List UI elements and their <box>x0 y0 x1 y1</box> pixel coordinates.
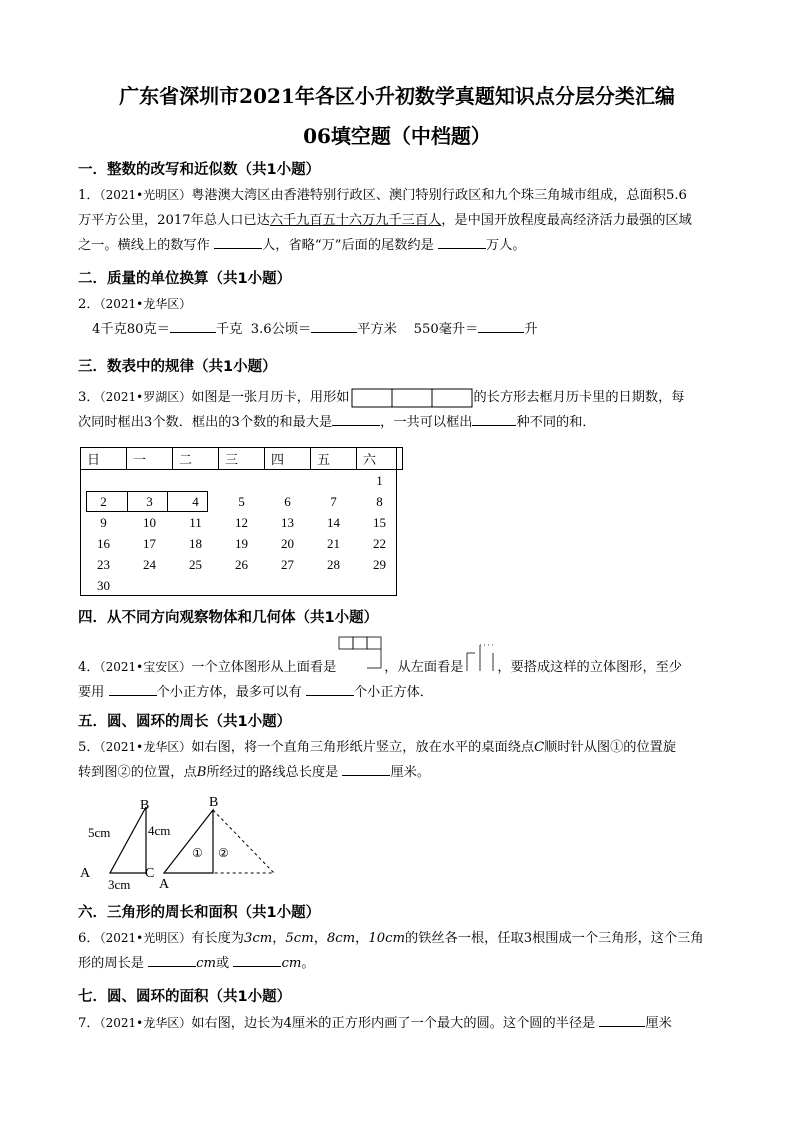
calendar-cell: 6 <box>284 493 291 509</box>
calendar-cell: 13 <box>281 514 294 530</box>
calendar-cell: 5 <box>238 493 245 509</box>
question-1 <box>78 183 720 258</box>
answer-blank[interactable] <box>233 952 281 967</box>
calendar-cell <box>311 470 357 492</box>
q6-line-2: 形的周长是 cm或 cm。 <box>78 951 720 976</box>
answer-blank[interactable] <box>332 411 380 426</box>
calendar-cell <box>265 575 311 596</box>
section-heading-6: 六．三角形的周长和面积（共1小题） <box>78 905 321 921</box>
q2-line-2: 4千克80克＝ 千克 3.6公顷＝ 平方米 550毫升＝ 升 <box>78 317 720 342</box>
calendar-cell: 14 <box>327 514 340 530</box>
calendar-cell: 10 <box>143 514 156 530</box>
page-subtitle: 06填空题（中档题） <box>303 124 491 148</box>
calendar-cell: 9 <box>100 514 107 530</box>
label-circle-1: ① <box>192 846 203 860</box>
calendar-row <box>81 575 403 596</box>
three-box-frame-icon <box>349 389 473 407</box>
q5-line-1: 5．（2021•龙华区）如右图，将一个直角三角形纸片竖立，放在水平的桌面绕点C顺时针从图①的位置旋 <box>78 740 677 755</box>
q2-line-1: 2．（2021•龙华区） <box>78 297 192 312</box>
calendar-cell: 4 <box>192 493 199 509</box>
calendar-cell: 12 <box>235 514 248 530</box>
calendar-cell: 24 <box>143 556 156 572</box>
calendar-cell: 26 <box>235 556 248 572</box>
calendar-cell: 3 <box>146 493 153 509</box>
calendar-header-cell: 日 <box>81 448 127 470</box>
label-A1: A <box>80 866 91 881</box>
calendar-header-cell: 三 <box>219 448 265 470</box>
calendar-cell <box>357 575 403 596</box>
answer-blank[interactable] <box>438 234 486 249</box>
calendar-row <box>81 554 403 575</box>
q1-line-3: 之一。横线上的数写作 人，省略“万”后面的尾数约是 万人。 <box>78 233 720 258</box>
calendar-header-cell: 五 <box>311 448 357 470</box>
calendar-cell: 11 <box>189 514 202 530</box>
q5-line-2: 转到图②的位置，点B所经过的路线总长度是 厘米。 <box>78 760 720 785</box>
label-B1: B <box>140 798 150 813</box>
question-4 <box>78 653 720 705</box>
label-C: C <box>145 866 155 881</box>
calendar-header-cell: 一 <box>127 448 173 470</box>
calendar-cell: 30 <box>97 577 110 593</box>
label-5cm: 5cm <box>88 825 111 840</box>
label-A2: A <box>159 877 170 892</box>
calendar-cell <box>219 470 265 492</box>
left-view-icon <box>463 653 497 671</box>
answer-blank[interactable] <box>306 681 354 696</box>
calendar-cell: 20 <box>281 535 294 551</box>
calendar-table <box>80 447 403 596</box>
answer-blank[interactable] <box>214 234 262 249</box>
calendar-header-cell: 六 <box>357 448 403 470</box>
label-3cm: 3cm <box>108 877 131 892</box>
calendar-cell: 7 <box>330 493 337 509</box>
calendar-cell: 1 <box>376 472 383 488</box>
answer-blank[interactable] <box>109 681 157 696</box>
q3-line-2: 次同时框出3个数．框出的3个数的和最大是 ，一共可以框出 种不同的和． <box>78 410 720 435</box>
calendar-row <box>81 533 403 554</box>
calendar-cell: 19 <box>235 535 248 551</box>
q1-underlined-number: 六千九百五十六万九千三百人 <box>269 213 442 228</box>
calendar-row <box>81 512 403 533</box>
calendar-header-row <box>81 448 403 470</box>
q6-line-1: 6．（2021•光明区）有长度为3cm，5cm，8cm，10cm的铁丝各一根，任取3根围成一个三角形，这个三角 <box>78 931 704 946</box>
calendar-cell: 25 <box>189 556 202 572</box>
section-heading-7: 七．圆、圆环的面积（共1小题） <box>78 989 292 1005</box>
calendar-cell: 28 <box>327 556 340 572</box>
q1-line-2: 万平方公里，2017年总人口已达六千九百五十六万九千三百人，是中国开放程度最高经济活力最强的区域 <box>78 213 692 228</box>
q7-line-1: 7．（2021•龙华区）如右图，边长为4厘米的正方形内画了一个最大的圆。这个圆的半径是 厘米 <box>78 1011 720 1036</box>
label-B2: B <box>209 795 219 810</box>
calendar-cell <box>173 575 219 596</box>
calendar-cell: 8 <box>376 493 383 509</box>
answer-blank[interactable] <box>472 411 516 426</box>
question-7 <box>78 1011 720 1036</box>
q3-line-1: 3．（2021•罗湖区）如图是一张月历卡，用形如 的长方形去框月历卡里的日期数，每 <box>78 390 685 405</box>
q1-line-1: 1．（2021•光明区）粤港澳大湾区由香港特别行政区、澳门特别行政区和九个珠三角城市组成，总面积5.6 <box>78 188 687 203</box>
answer-blank[interactable] <box>478 318 524 333</box>
section-heading-2: 二．质量的单位换算（共1小题） <box>78 271 292 287</box>
answer-blank[interactable] <box>342 761 390 776</box>
label-circle-2: ② <box>218 846 229 860</box>
question-3 <box>78 385 720 435</box>
section-heading-1: 一．整数的改写和近似数（共1小题） <box>78 162 321 178</box>
question-2 <box>78 292 720 342</box>
calendar-cell <box>173 470 219 492</box>
calendar-cell <box>127 470 173 492</box>
question-6 <box>78 926 720 976</box>
answer-blank[interactable] <box>148 952 196 967</box>
calendar-header-cell: 二 <box>173 448 219 470</box>
triangle-1 <box>110 807 146 873</box>
calendar-cell: 22 <box>373 535 386 551</box>
q4-line-1: 4．（2021•宝安区）一个立体图形从上面看是 ，从左面看是 ，要搭成这样的立体图形，至少 <box>78 653 720 680</box>
triangle-2 <box>164 810 274 873</box>
calendar-cell: 18 <box>189 535 202 551</box>
calendar-cell: 27 <box>281 556 294 572</box>
triangle-rotation-figure <box>78 795 298 895</box>
calendar-cell: 15 <box>373 514 386 530</box>
calendar-cell <box>219 575 265 596</box>
calendar-cell: 2 <box>100 493 107 509</box>
calendar-cell: 17 <box>143 535 156 551</box>
calendar-cell <box>127 575 173 596</box>
section-heading-3: 三．数表中的规律（共1小题） <box>78 359 277 375</box>
question-5 <box>78 735 720 785</box>
top-view-icon <box>336 653 384 671</box>
section-heading-4: 四．从不同方向观察物体和几何体（共1小题） <box>78 610 379 626</box>
label-4cm: 4cm <box>148 823 171 838</box>
calendar-cell <box>81 470 127 492</box>
calendar-cell <box>311 575 357 596</box>
page-title: 广东省深圳市2021年各区小升初数学真题知识点分层分类汇编 <box>119 84 675 108</box>
section-heading-5: 五．圆、圆环的周长（共1小题） <box>78 714 292 730</box>
calendar-cell <box>265 470 311 492</box>
q4-line-2: 要用 个小正方体，最多可以有 个小正方体． <box>78 680 720 705</box>
calendar-header-cell: 四 <box>265 448 311 470</box>
calendar-cell: 29 <box>373 556 386 572</box>
calendar-highlight-box <box>86 491 208 512</box>
calendar-row <box>81 470 403 492</box>
answer-blank[interactable] <box>170 318 216 333</box>
answer-blank[interactable] <box>311 318 357 333</box>
calendar-cell: 21 <box>327 535 340 551</box>
calendar-cell: 16 <box>97 535 110 551</box>
calendar-cell: 23 <box>97 556 110 572</box>
answer-blank[interactable] <box>599 1012 645 1027</box>
calendar-highlight-divider <box>127 491 168 512</box>
